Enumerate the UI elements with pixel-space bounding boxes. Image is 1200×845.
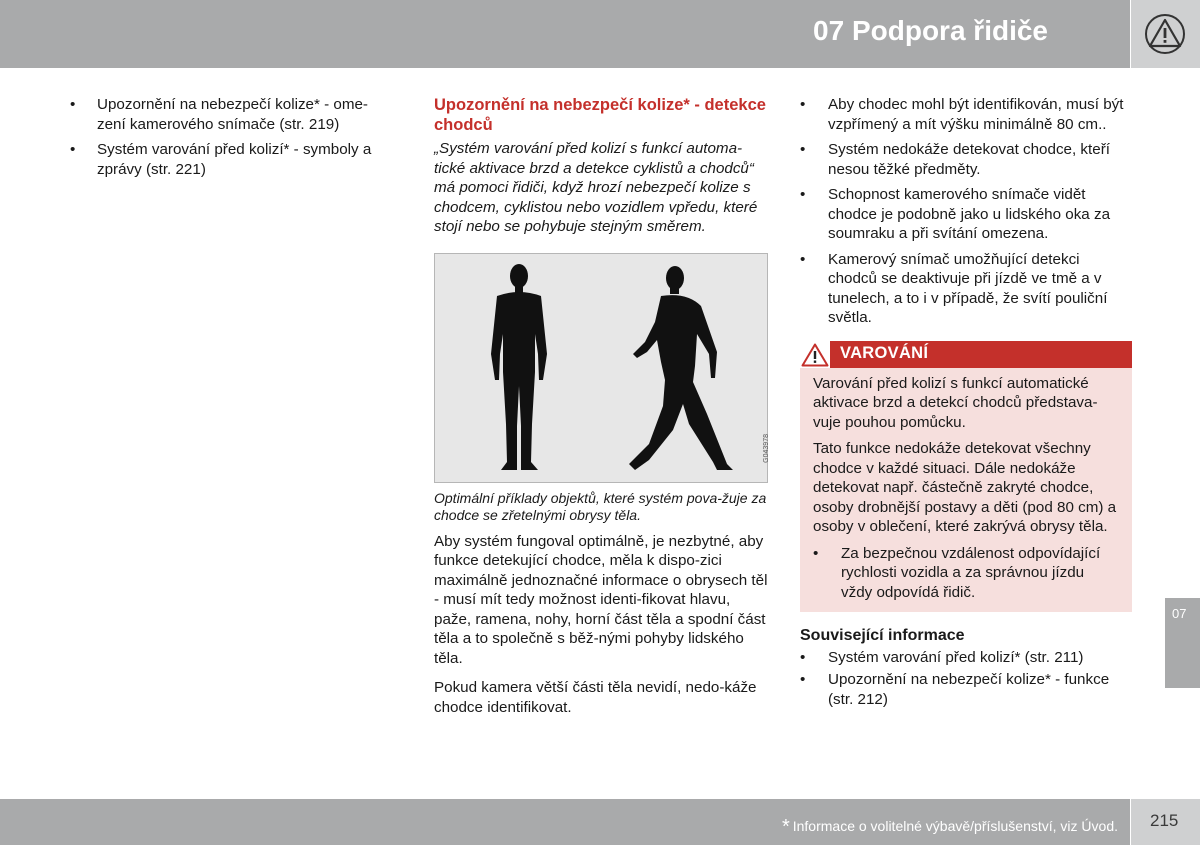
warning-list: [813, 544, 1118, 603]
body-paragraph: Aby systém fungoval optimálně, je nezbytné, aby funkce detekující chodce, měla k dispo-zici maximálně jednoznačné informace o obrysech těl - musí mít tedy možnost identi-fikovat hlavu, paže, ramena, nohy, horní část těla a spodní část těla a to společně s běž-nými pohyby lidského těla.: [434, 532, 768, 667]
bullet: •: [800, 141, 806, 158]
chapter-side-tab: [1165, 598, 1200, 688]
side-tab-label: 07: [1172, 606, 1187, 621]
list-item-text: Systém varování před kolizí* - symboly a zprávy (str. 221): [97, 141, 372, 178]
pedestrian-silhouettes-image: [435, 254, 767, 482]
section-heading: Upozornění na nebezpečí kolize* - detekce chodců: [434, 96, 766, 134]
list-item: [800, 670, 1132, 709]
warning-paragraph: Tato funkce nedokáže detekovat všechny chodce v každé situaci. Dále nedokáže detekovat např. částečně zakryté chodce, osoby drobnější postavy a děti (pod 80 cm) a osoby v oblečení, které zakrývá obrysy těla.: [813, 440, 1117, 535]
chapter-header: [0, 0, 1130, 68]
bullet: •: [70, 96, 76, 113]
pedestrian-figure: [434, 253, 768, 483]
list-item: [800, 185, 1132, 244]
bullet: •: [800, 250, 806, 268]
list-item: [813, 544, 1118, 603]
column-middle: [434, 95, 768, 717]
warning-label: VAROVÁNÍ: [840, 343, 929, 362]
figure-code: G043978: [763, 433, 770, 463]
limitations-list: [800, 95, 1132, 328]
warning-paragraph: Varování před kolizí s funkcí automatické aktivace brzd a detekcí chodců představa-vuje pouhou pomůcku.: [813, 374, 1098, 431]
body-paragraph: Pokud kamera větší části těla nevidí, nedo-káže chodce identifikovat.: [434, 679, 757, 716]
page-number: 215: [1150, 811, 1179, 830]
chapter-title: 07 Podpora řidiče: [813, 15, 1048, 46]
list-item-text: Upozornění na nebezpečí kolize* - funkce (str. 212): [828, 671, 1110, 708]
list-item-text: Upozornění na nebezpečí kolize* - ome-zení kamerového snímače (str. 219): [97, 96, 368, 133]
footer-note: [782, 814, 1118, 837]
warning-box: [800, 341, 1132, 613]
list-item: [800, 648, 1132, 668]
list-item: [800, 140, 1132, 179]
bullet: •: [70, 141, 76, 158]
column-left: [70, 95, 390, 185]
warning-triangle-icon: [1143, 14, 1187, 54]
warning-body: [800, 368, 1132, 613]
list-item-text: Systém varování před kolizí* (str. 211): [828, 648, 1084, 666]
footer-note-text: Informace o volitelné výbavě/příslušenství, viz Úvod.: [792, 818, 1118, 834]
list-item: [70, 95, 390, 134]
related-list: [800, 648, 1132, 710]
bullet: •: [800, 648, 806, 666]
page-number-box: [1131, 799, 1200, 845]
footer-star: *: [781, 816, 790, 838]
list-item: [70, 140, 390, 179]
bullet: •: [800, 96, 806, 113]
warning-icon: [800, 341, 830, 368]
bullet: •: [813, 544, 819, 562]
list-item: [800, 250, 1132, 328]
warning-header: [800, 341, 1132, 368]
chapter-icon-box: [1131, 0, 1200, 68]
page-footer: [0, 799, 1130, 845]
list-item-text: Kamerový snímač umožňující detekci chodců se deaktivuje při jízdě ve tmě a v tunelech, a to i v případě, že svítí pouliční světla.: [828, 250, 1108, 326]
column-right: [800, 95, 1132, 715]
list-item-text: Za bezpečnou vzdálenost odpovídající rychlosti vozidla a za správnou jízdu vždy odpovídá řidič.: [841, 544, 1101, 601]
list-item-text: Systém nedokáže detekovat chodce, kteří nesou těžké předměty.: [828, 141, 1110, 178]
list-item-text: Schopnost kamerového snímače vidět chodce je podobně jako u lidského oka za soumraku a při svítání omezena.: [828, 186, 1111, 242]
cross-reference-list: [70, 95, 390, 179]
bullet: •: [800, 671, 806, 688]
bullet: •: [800, 186, 806, 203]
list-item-text: Aby chodec mohl být identifikován, musí být vzpřímený a mít výšku minimálně 80 cm..: [828, 96, 1124, 133]
related-heading: Související informace: [800, 627, 965, 644]
figure-caption: Optimální příklady objektů, které systém pova-žuje za chodce se zřetelnými obrysy těla.: [434, 489, 767, 523]
intro-text: „Systém varování před kolizí s funkcí automa-tické aktivace brzd a detekce cyklistů a chodců“ má pomoci řidiči, když hrozí nebezpečí kolize s chodcem, cyklistou nebo vozidlem vpředu, které stojí nebo se pohybuje stejným směrem.: [434, 140, 758, 235]
list-item: [800, 95, 1132, 134]
